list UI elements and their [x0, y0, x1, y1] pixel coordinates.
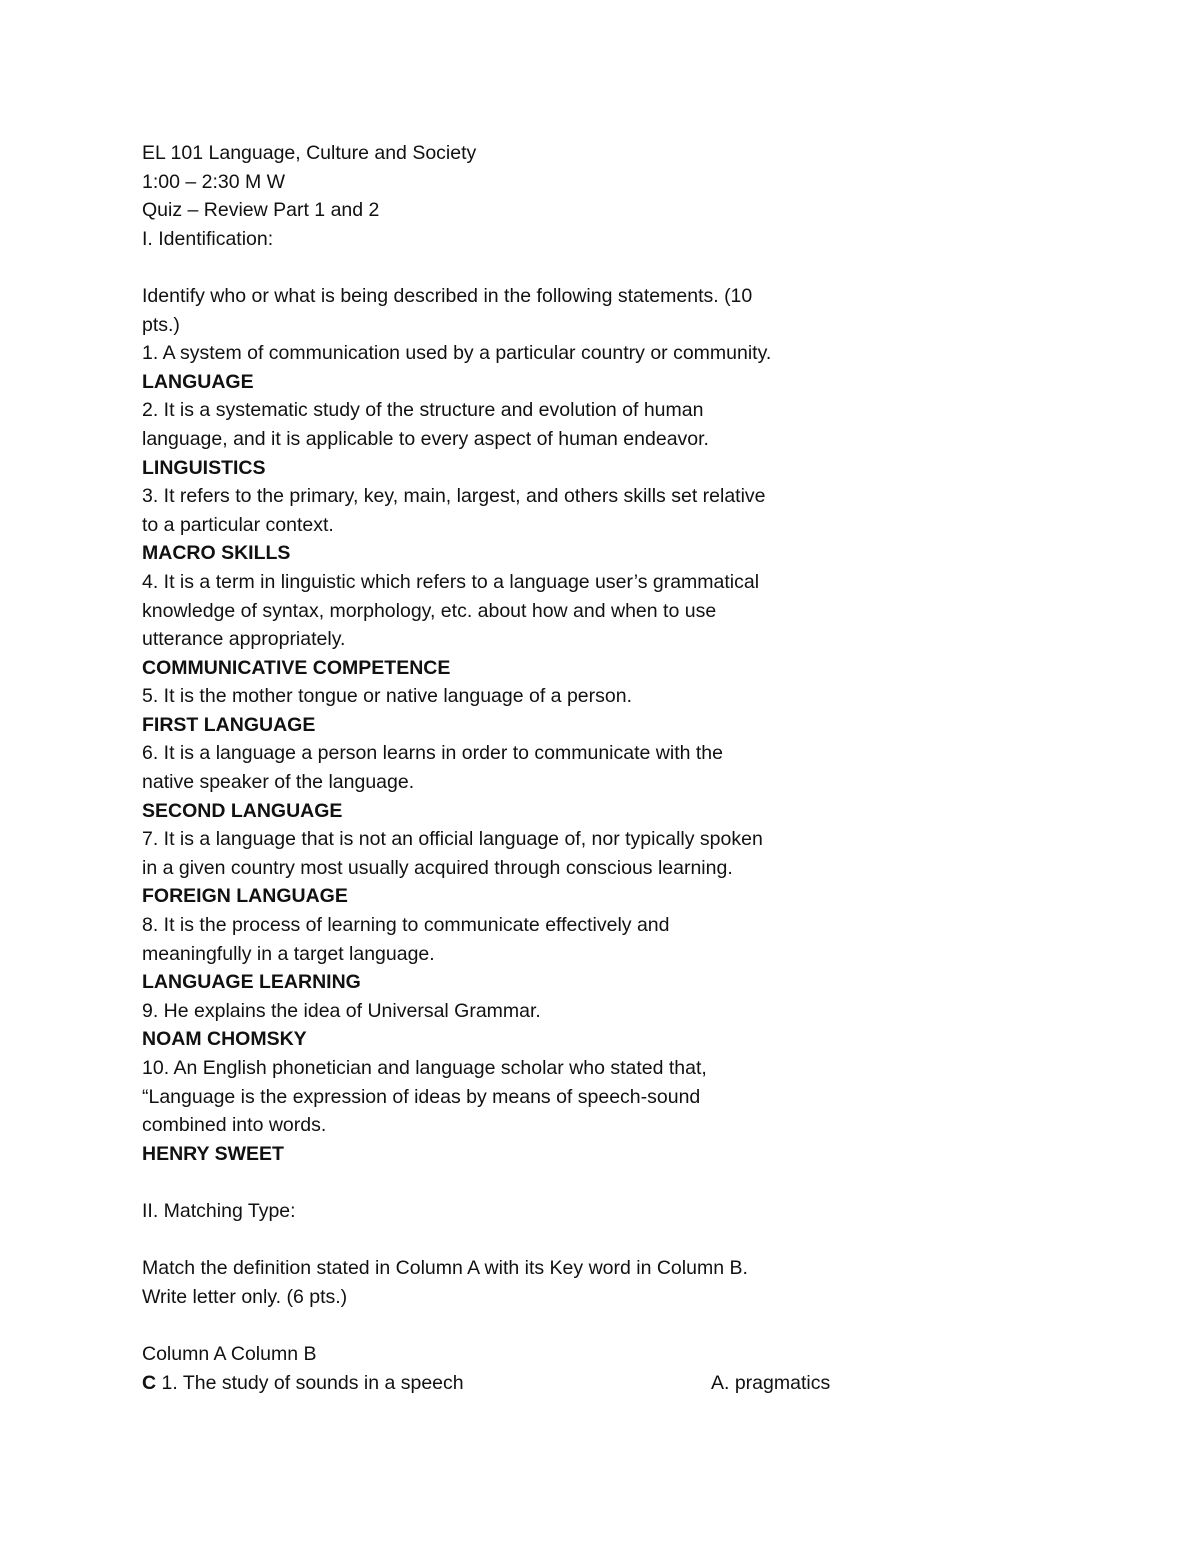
answer-text: SECOND LANGUAGE [142, 799, 343, 822]
question-text: 9. He explains the idea of Universal Grammar. [142, 999, 541, 1022]
answer-text: LANGUAGE LEARNING [142, 971, 361, 994]
section-1-title: I. Identification: [142, 227, 274, 250]
column-a-cell [142, 1369, 711, 1398]
question-text: 1. A system of communication used by a particular country or community. [142, 342, 772, 365]
spacer [142, 253, 862, 282]
identification-item [142, 482, 862, 568]
class-schedule: 1:00 – 2:30 M W [142, 170, 286, 193]
identification-item [142, 339, 862, 396]
spacer [142, 1311, 862, 1340]
question-text: 6. It is a language a person learns in order to communicate with the [142, 742, 723, 765]
question-text: 2. It is a systematic study of the structure and evolution of human [142, 399, 704, 422]
answer-text: LANGUAGE [142, 370, 254, 393]
matching-definition: 1. The study of sounds in a speech [156, 1371, 464, 1394]
answer-text: LINGUISTICS [142, 456, 266, 479]
question-text: language, and it is applicable to every aspect of human endeavor. [142, 427, 709, 450]
quiz-title: Quiz – Review Part 1 and 2 [142, 199, 380, 222]
question-text: 4. It is a term in linguistic which refers to a language user’s grammatical [142, 570, 760, 593]
question-text: 7. It is a language that is not an official language of, nor typically spoken [142, 828, 763, 851]
spacer [142, 1226, 862, 1255]
answer-text: FIRST LANGUAGE [142, 713, 316, 736]
spacer [142, 1168, 862, 1197]
question-text: 8. It is the process of learning to communicate effectively and [142, 914, 670, 937]
identification-item [142, 682, 862, 739]
question-text: native speaker of the language. [142, 771, 415, 794]
matching-answer: C [142, 1371, 157, 1394]
answer-text: COMMUNICATIVE COMPETENCE [142, 656, 451, 679]
section-2-instructions-cont: Write letter only. (6 pts.) [142, 1285, 348, 1308]
column-b-keyword: A. pragmatics [711, 1371, 831, 1394]
question-text: in a given country most usually acquired through conscious learning. [142, 856, 733, 879]
answer-text: HENRY SWEET [142, 1142, 284, 1165]
question-text: knowledge of syntax, morphology, etc. about how and when to use [142, 599, 717, 622]
course-title: EL 101 Language, Culture and Society [142, 142, 477, 164]
answer-text: NOAM CHOMSKY [142, 1028, 307, 1051]
question-text: utterance appropriately. [142, 628, 346, 651]
question-text: “Language is the expression of ideas by means of speech-sound [142, 1085, 701, 1108]
identification-item [142, 1054, 862, 1168]
document-page [142, 139, 862, 1397]
question-text: combined into words. [142, 1114, 327, 1137]
columns-header: Column A Column B [142, 1342, 317, 1365]
identification-item [142, 911, 862, 997]
matching-row [142, 1369, 862, 1398]
question-text: meaningfully in a target language. [142, 942, 435, 965]
section-2-title: II. Matching Type: [142, 1199, 296, 1222]
answer-text: MACRO SKILLS [142, 542, 291, 565]
section-2-instructions: Match the definition stated in Column A with its Key word in Column B. [142, 1257, 748, 1280]
identification-item [142, 396, 862, 482]
question-text: 5. It is the mother tongue or native language of a person. [142, 685, 632, 708]
answer-text: FOREIGN LANGUAGE [142, 885, 348, 908]
identification-item [142, 568, 862, 682]
question-text: to a particular context. [142, 513, 334, 536]
identification-item [142, 997, 862, 1054]
section-1-instructions-cont: pts.) [142, 313, 180, 336]
identification-item [142, 739, 862, 825]
question-text: 10. An English phonetician and language scholar who stated that, [142, 1057, 707, 1079]
identification-item [142, 825, 862, 911]
question-text: 3. It refers to the primary, key, main, largest, and others skills set relative [142, 485, 766, 508]
section-1-instructions: Identify who or what is being described in the following statements. (10 [142, 284, 753, 307]
